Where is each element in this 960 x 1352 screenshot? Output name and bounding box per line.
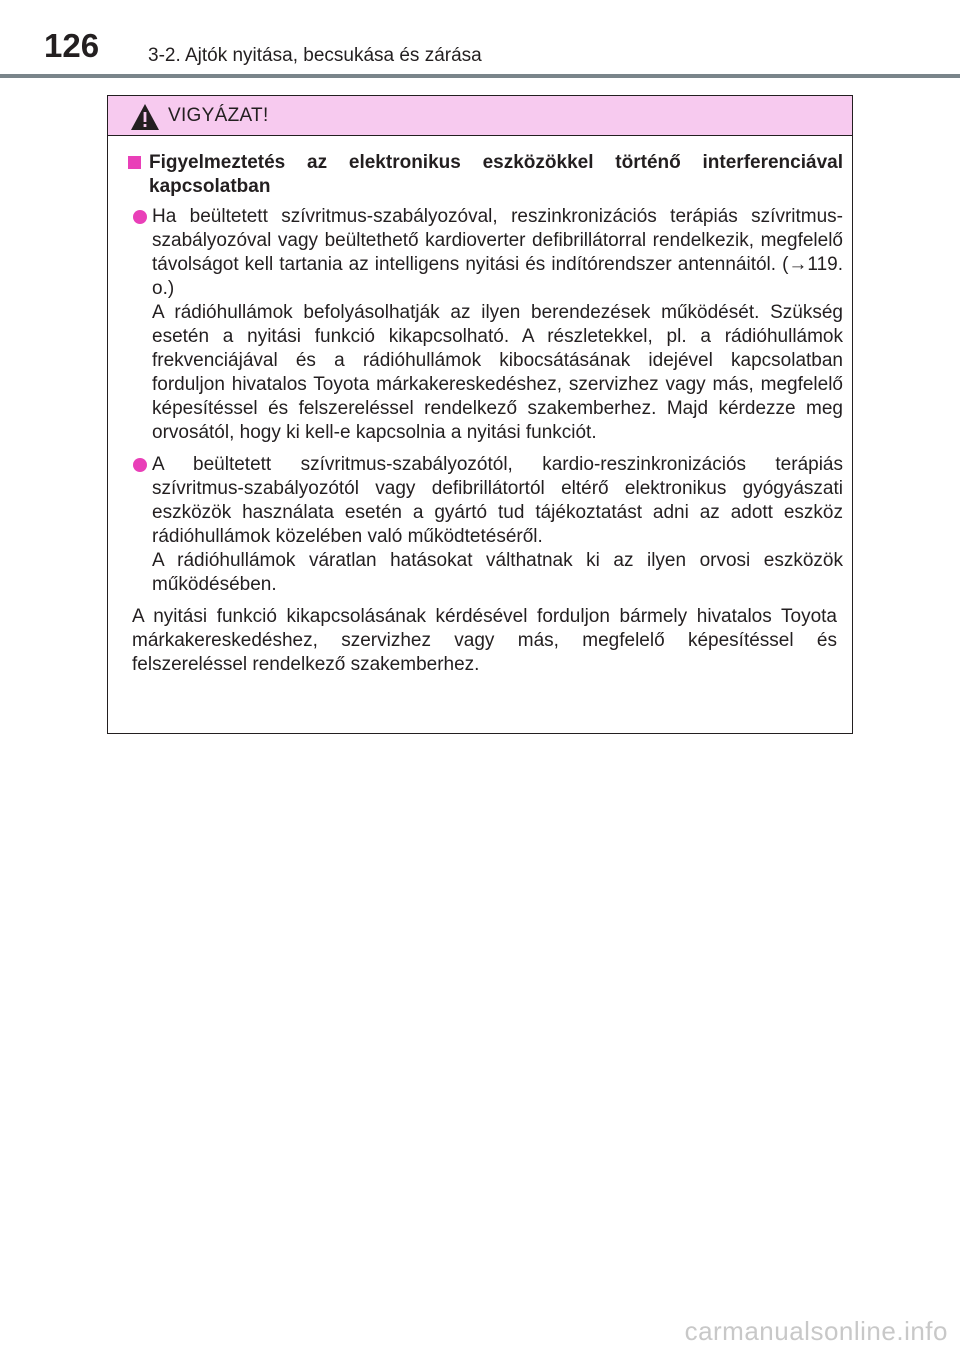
warning-body xyxy=(108,136,852,677)
header-divider xyxy=(0,74,960,78)
closing-note: A nyitási funkció kikapcsolásának kérdésével forduljon bármely hivatalos Toyota márkakereskedéshez, szervizhez vagy más, megfelelő képesítéssel és felszereléssel rendelkező szakemberhez. xyxy=(132,606,837,675)
watermark: carmanualsonline.info xyxy=(684,1316,948,1346)
paragraph: A beültetett szívritmus-szabályozótól, kardio-reszinkronizációs terápiás szívritmus-szabályozótól vagy defibrillátortól eltérő elektronikus gyógyászati eszközök használata esetén a gyártó tud tájékoztatást adni az adott eszköz rádióhullámok közelében való működtetéséről. xyxy=(152,454,843,547)
round-bullet-icon xyxy=(133,458,147,472)
paragraph: A rádióhullámok váratlan hatásokat válthatnak ki az ilyen orvosi eszközök működésében. xyxy=(152,550,843,595)
warning-heading xyxy=(128,151,843,199)
list-item xyxy=(128,453,843,597)
paragraph: A rádióhullámok befolyásolhatják az ilyen berendezések működését. Szükség esetén a nyitási funkció kikapcsolható. A részletekkel, pl. a rádióhullámok frekvenciájával és a rádióhullámok kibocsátásának idejével kapcsolatban forduljon hivatalos Toyota márkakereskedéshez, szervizhez vagy más, megfelelő képesítéssel és felszereléssel rendelkező szakemberhez. Majd kérdezze meg orvosától, hogy ki kell-e kapcsolnia a nyitási funkciót. xyxy=(152,302,843,443)
page-number: 126 xyxy=(44,27,100,64)
warning-heading-text: Figyelmeztetés az elektronikus eszközökkel történő interferenciával kapcsolatban xyxy=(149,152,843,197)
warning-label: VIGYÁZAT! xyxy=(168,105,269,126)
round-bullet-icon xyxy=(133,210,147,224)
list-item xyxy=(128,205,843,445)
square-bullet-icon xyxy=(128,156,141,169)
section-title: 3-2. Ajtók nyitása, becsukása és zárása xyxy=(148,45,482,66)
warning-header xyxy=(108,96,852,136)
paragraph: Ha beültetett szívritmus-szabályozóval, reszinkronizációs terápiás szívritmus-szabályozóval vagy beültethető kardioverter defibrillátorral rendelkezik, megfelelő távolságot kell tartania az intelligens nyitási és indítórendszer antennáitól. (→119. o.) xyxy=(152,206,843,299)
warning-triangle-icon xyxy=(130,103,160,131)
warning-box xyxy=(107,95,853,734)
